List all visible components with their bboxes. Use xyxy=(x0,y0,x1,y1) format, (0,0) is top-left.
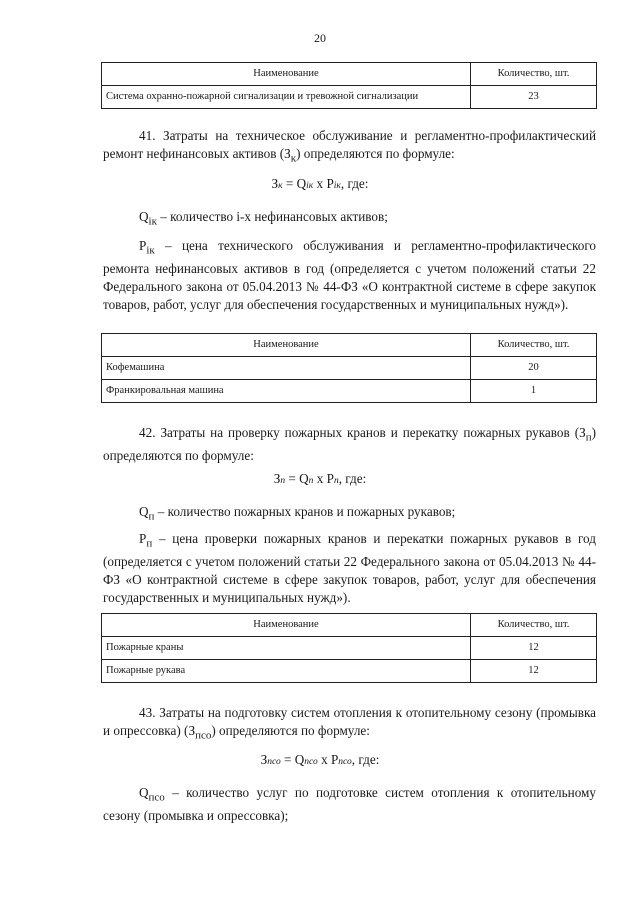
table-equipment xyxy=(101,333,597,403)
cell-name: Система охранно-пожарной сигнализации и тревожной сигнализации xyxy=(102,86,471,109)
column-header-name: Наименование xyxy=(102,614,471,637)
cell-quantity: 23 xyxy=(471,86,597,109)
definition-41-p: $P_{ік}$ – цена технического обслуживания и регламентно-профилактического ремонта нефинансовых активов в год (определяется с учетом положений статьи 22 Федерального закона от 05.04.2013 № 44-ФЗ «О контрактной системе в сфере закупок товаров, работ, услуг для обеспечения государственных и муниципальных нужд»). xyxy=(103,238,596,312)
table-header-row xyxy=(102,63,597,86)
column-header-name: Наименование xyxy=(102,63,471,86)
cell-name: Кофемашина xyxy=(102,357,471,380)
column-header-name: Наименование xyxy=(102,334,471,357)
definition-43-q: $Q_{псо}$ – количество услуг по подготовке систем отопления к отопительному сезону (промывка и опрессовка); xyxy=(103,785,596,823)
table-row xyxy=(102,357,597,380)
table-fire-equipment xyxy=(101,613,597,683)
table-header-row xyxy=(102,334,597,357)
cell-name: Пожарные краны xyxy=(102,637,471,660)
page-number: 20 xyxy=(314,31,326,45)
paragraph-41-intro: 41. Затраты на техническое обслуживание и регламентно-профилактический ремонт нефинансовых активов $(З_к)$ определяются по формуле: xyxy=(103,128,596,165)
table-row xyxy=(102,86,597,109)
table-alarm-systems xyxy=(101,62,597,109)
definition-41-q: $Q_{ік}$ – количество i-х нефинансовых активов; xyxy=(139,209,388,228)
formula-41: Зк = Qік x Pік, где: xyxy=(271,176,369,191)
formula-43: Зпсо = Qпсо x Pпсо, где: xyxy=(260,752,380,767)
table-row xyxy=(102,637,597,660)
column-header-quantity: Количество, шт. xyxy=(471,63,597,86)
table-row xyxy=(102,660,597,683)
cell-quantity: 1 xyxy=(471,380,597,403)
cell-quantity: 12 xyxy=(471,637,597,660)
definition-42-p: $P_п$ – цена проверки пожарных кранов и перекатки пожарных рукавов в год (определяется с учетом положений статьи 22 Федерального закона от 05.04.2013 № 44-ФЗ «О контрактной системе в сфере закупок товаров, работ, услуг для обеспечения государственных и муниципальных нужд»). xyxy=(103,531,596,605)
table-header-row xyxy=(102,614,597,637)
column-header-quantity: Количество, шт. xyxy=(471,614,597,637)
paragraph-42-intro: 42. Затраты на проверку пожарных кранов и перекатку пожарных рукавов $(З_п)$ определяются по формуле: xyxy=(103,425,596,463)
table-row xyxy=(102,380,597,403)
formula-42: Зп = Qп x Pп, где: xyxy=(273,471,367,486)
column-header-quantity: Количество, шт. xyxy=(471,334,597,357)
definition-42-q: $Q_п$ – количество пожарных кранов и пожарных рукавов; xyxy=(139,504,456,523)
cell-name: Франкировальная машина xyxy=(102,380,471,403)
paragraph-43-intro: 43. Затраты на подготовку систем отопления к отопительному сезону (промывка и опрессовка) $(З_{псо})$ определяются по формуле: xyxy=(103,705,596,742)
cell-quantity: 12 xyxy=(471,660,597,683)
cell-quantity: 20 xyxy=(471,357,597,380)
cell-name: Пожарные рукава xyxy=(102,660,471,683)
